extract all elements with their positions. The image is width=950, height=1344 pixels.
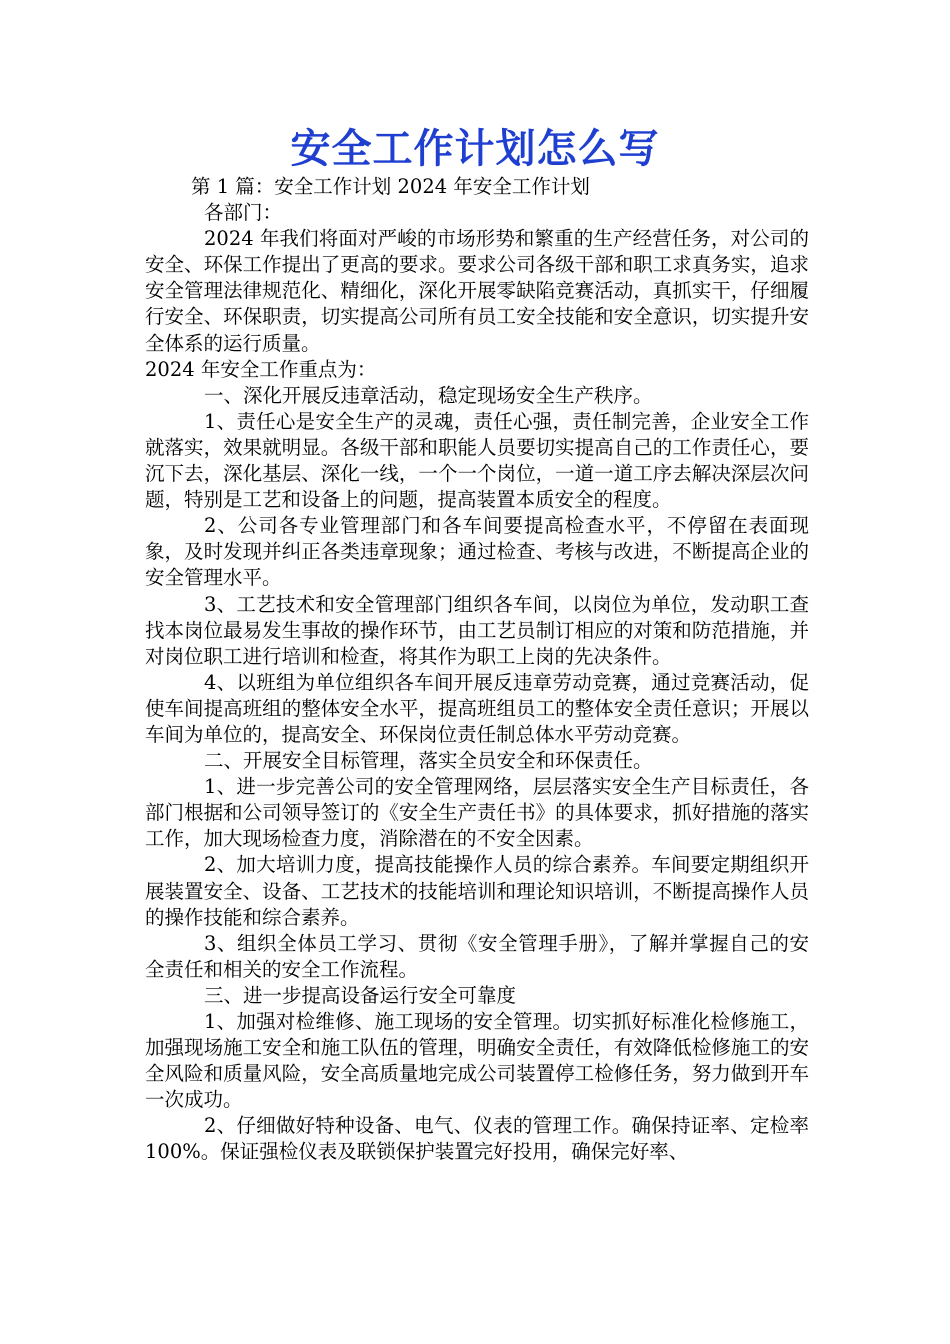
- paragraph: 二、开展安全目标管理，落实全员安全和环保责任。: [204, 749, 653, 773]
- paragraph: 3、工艺技术和安全管理部门组织各车间，以岗位为单位，发动职工查找本岗位最易发生事故的操作环节，由工艺员制订相应的对策和防范措施，并对岗位职工进行培训和检查，将其作为职工上岗的先决条件。: [145, 592, 809, 668]
- document-body: [145, 174, 809, 1166]
- paragraph: 1、加强对检维修、施工现场的安全管理。切实抓好标准化检修施工，加强现场施工安全和施工队伍的管理，明确安全责任，有效降低检修施工的安全风险和质量风险，安全高质量地完成公司装置停工检修任务，努力做到开车一次成功。: [145, 1010, 809, 1112]
- section-subtitle: 第 1 篇：安全工作计划 2024 年安全工作计划: [191, 175, 590, 198]
- paragraph: 1、责任心是安全生产的灵魂，责任心强，责任制完善，企业安全工作就落实，效果就明显。各级干部和职能人员要切实提高自己的工作责任心，要沉下去，深化基层、深化一线，一个一个岗位，一道一道工序去解决深层次问题，特别是工艺和设备上的问题，提高装置本质安全的程度。: [145, 409, 809, 512]
- paragraph-list: [145, 200, 809, 1165]
- paragraph: 各部门：: [204, 201, 283, 225]
- document-title: 安全工作计划怎么写: [290, 125, 660, 172]
- paragraph: 2024 年我们将面对严峻的市场形势和繁重的生产经营任务，对公司的安全、环保工作提出了更高的要求。要求公司各级干部和职工求真务实，追求安全管理法律规范化、精细化，深化开展零缺陷竞赛活动，真抓实干，仔细履行安全、环保职责，切实提高公司所有员工安全技能和安全意识，切实提升安全体系的运行质量。: [145, 227, 809, 355]
- paragraph: 4、以班组为单位组织各车间开展反违章劳动竞赛，通过竞赛活动，促使车间提高班组的整体安全水平，提高班组员工的整体安全责任意识；开展以车间为单位的，提高安全、环保岗位责任制总体水平劳动竞赛。: [145, 670, 809, 746]
- paragraph: 2、公司各专业管理部门和各车间要提高检查水平，不停留在表面现象，及时发现并纠正各类违章现象；通过检查、考核与改进，不断提高企业的安全管理水平。: [145, 514, 809, 590]
- paragraph: 2、仔细做好特种设备、电气、仪表的管理工作。确保持证率、定检率 100%。保证强检仪表及联锁保护装置完好投用，确保完好率、: [145, 1114, 809, 1164]
- paragraph: 2、加大培训力度，提高技能操作人员的综合素养。车间要定期组织开展装置安全、设备、工艺技术的技能培训和理论知识培训，不断提高操作人员的操作技能和综合素养。: [145, 853, 809, 929]
- paragraph: 三、进一步提高设备运行安全可靠度: [204, 983, 517, 1007]
- paragraph: 3、组织全体员工学习、贯彻《安全管理手册》，了解并掌握自己的安全责任和相关的安全工作流程。: [145, 931, 809, 981]
- paragraph: 一、深化开展反违章活动，稳定现场安全生产秩序。: [204, 383, 653, 407]
- paragraph: 2024 年安全工作重点为：: [145, 357, 377, 381]
- paragraph: 1、进一步完善公司的安全管理网络，层层落实安全生产目标责任，各部门根据和公司领导签订的《安全生产责任书》的具体要求，抓好措施的落实工作，加大现场检查力度，消除潜在的不安全因素。: [145, 775, 809, 851]
